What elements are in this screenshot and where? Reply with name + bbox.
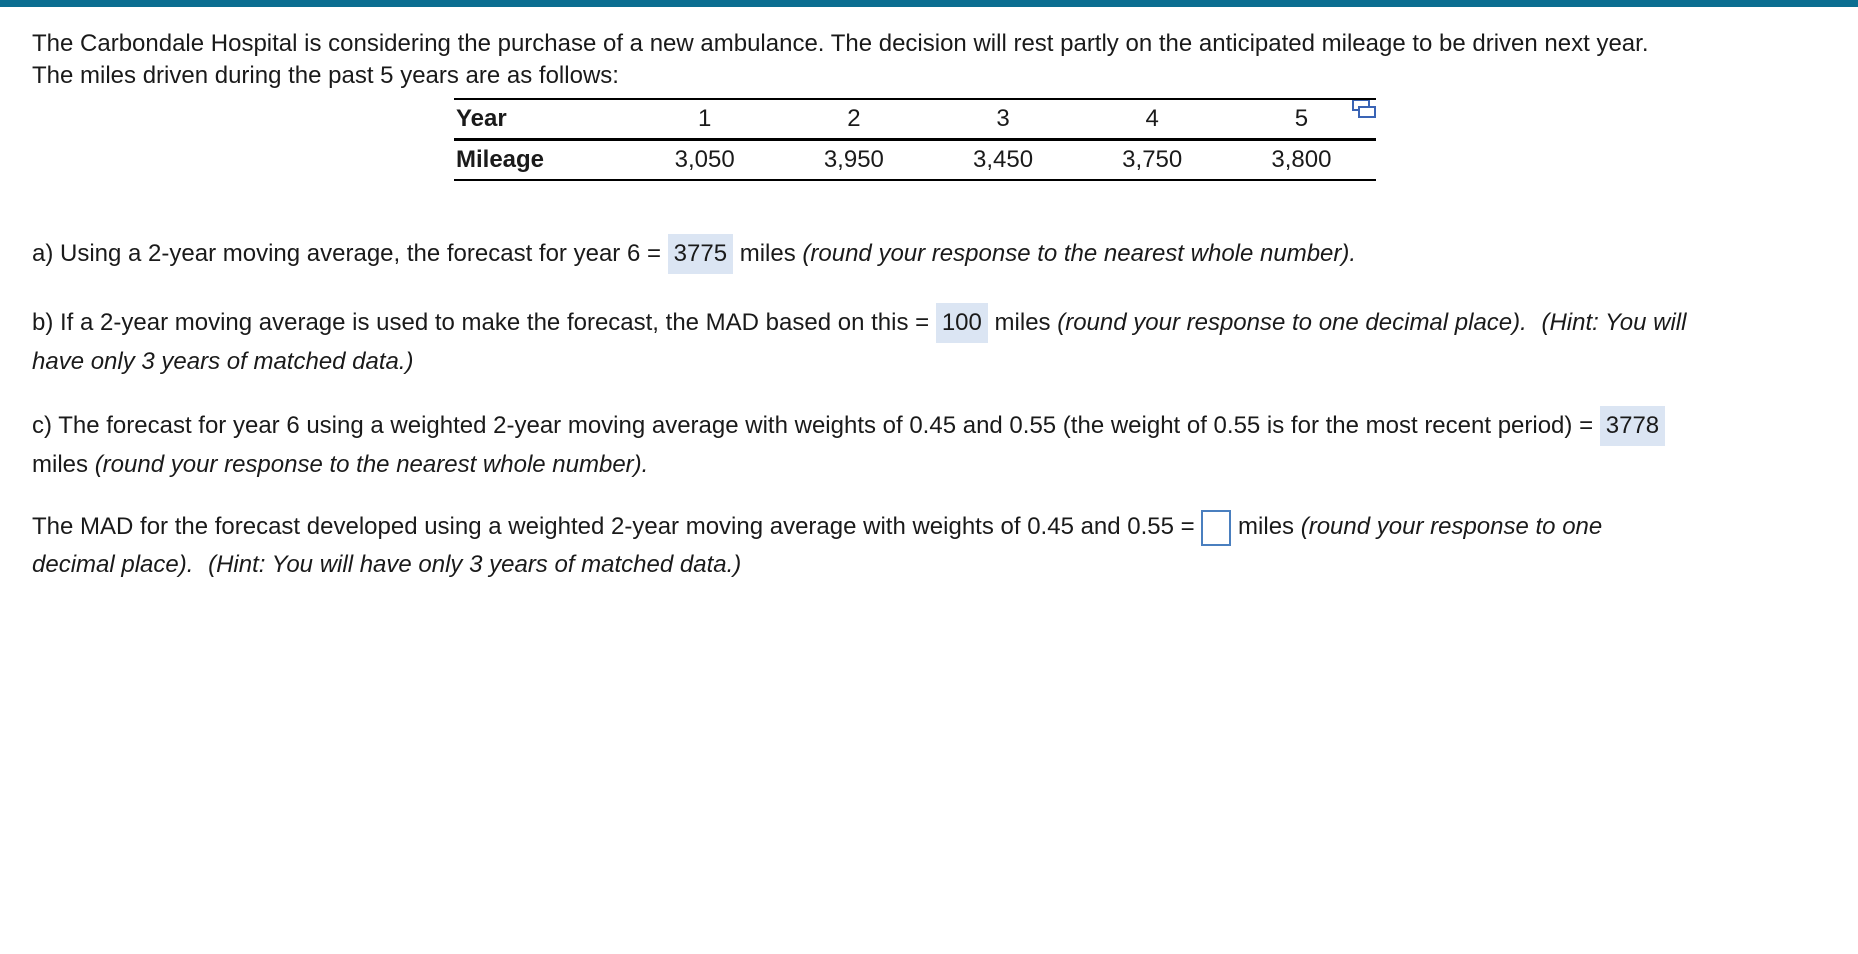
question-d	[32, 508, 1832, 584]
table-header-row	[454, 99, 1376, 140]
question-b-hint: have only 3 years of matched data.)	[32, 348, 414, 375]
question-d-hint: (round your response to one	[1300, 513, 1603, 540]
question-c-text: c) The forecast for year 6 using a weighted 2-year moving average with weights of 0.45 and 0.55 (the weight of 0.55 is for the most recent period) =	[32, 412, 1594, 439]
question-b-unit: miles	[994, 309, 1051, 336]
question-c-answer-field[interactable]: 3778	[1600, 406, 1665, 446]
question-d-hint: (Hint: You will have only 3 years of matched data.)	[208, 551, 742, 578]
year-cell: 2	[779, 99, 928, 140]
question-a-text: a) Using a 2-year moving average, the forecast for year 6 =	[32, 240, 661, 267]
mileage-table-container	[454, 98, 1374, 181]
question-a-answer-field[interactable]: 3775	[668, 234, 733, 274]
year-header-label: Year	[454, 99, 630, 140]
question-c-hint: (round your response to the nearest whole number).	[94, 451, 649, 478]
intro-line-1: The Carbondale Hospital is considering the purchase of a new ambulance. The decision will rest partly on the anticipated mileage to be driven next year.	[32, 30, 1649, 57]
year-cell: 4	[1078, 99, 1227, 140]
question-b-answer-field[interactable]: 100	[936, 303, 988, 343]
mileage-cell: 3,050	[630, 140, 779, 181]
question-a-hint: (round your response to the nearest whole number).	[802, 240, 1357, 267]
intro-text	[32, 28, 1832, 92]
intro-line-2: The miles driven during the past 5 years are as follows:	[32, 62, 619, 89]
year-cell: 1	[630, 99, 779, 140]
mileage-cell: 3,450	[928, 140, 1077, 181]
mileage-row-label: Mileage	[454, 140, 630, 181]
mileage-cell: 3,950	[779, 140, 928, 181]
mileage-cell: 3,800	[1227, 140, 1376, 181]
question-d-answer-input[interactable]	[1201, 510, 1231, 546]
table-mileage-row	[454, 140, 1376, 181]
problem-intro	[32, 28, 1832, 92]
question-c	[32, 406, 1832, 484]
year-cell: 5	[1227, 99, 1376, 140]
question-b-hint: (round your response to one decimal place).	[1057, 309, 1527, 336]
question-b-hint: (Hint: You will	[1541, 309, 1687, 336]
question-d-unit: miles	[1238, 513, 1295, 540]
question-c-unit: miles	[32, 451, 89, 478]
question-b-text: b) If a 2-year moving average is used to make the forecast, the MAD based on this =	[32, 309, 930, 336]
mileage-table	[454, 98, 1376, 181]
question-d-hint: decimal place).	[32, 551, 194, 578]
top-accent-bar	[0, 0, 1858, 7]
mileage-cell: 3,750	[1078, 140, 1227, 181]
question-a	[32, 234, 1832, 274]
year-cell: 3	[928, 99, 1077, 140]
question-a-unit: miles	[739, 240, 796, 267]
question-b	[32, 303, 1832, 381]
question-d-text: The MAD for the forecast developed using a weighted 2-year moving average with weights of 0.45 and 0.55 =	[32, 513, 1195, 540]
